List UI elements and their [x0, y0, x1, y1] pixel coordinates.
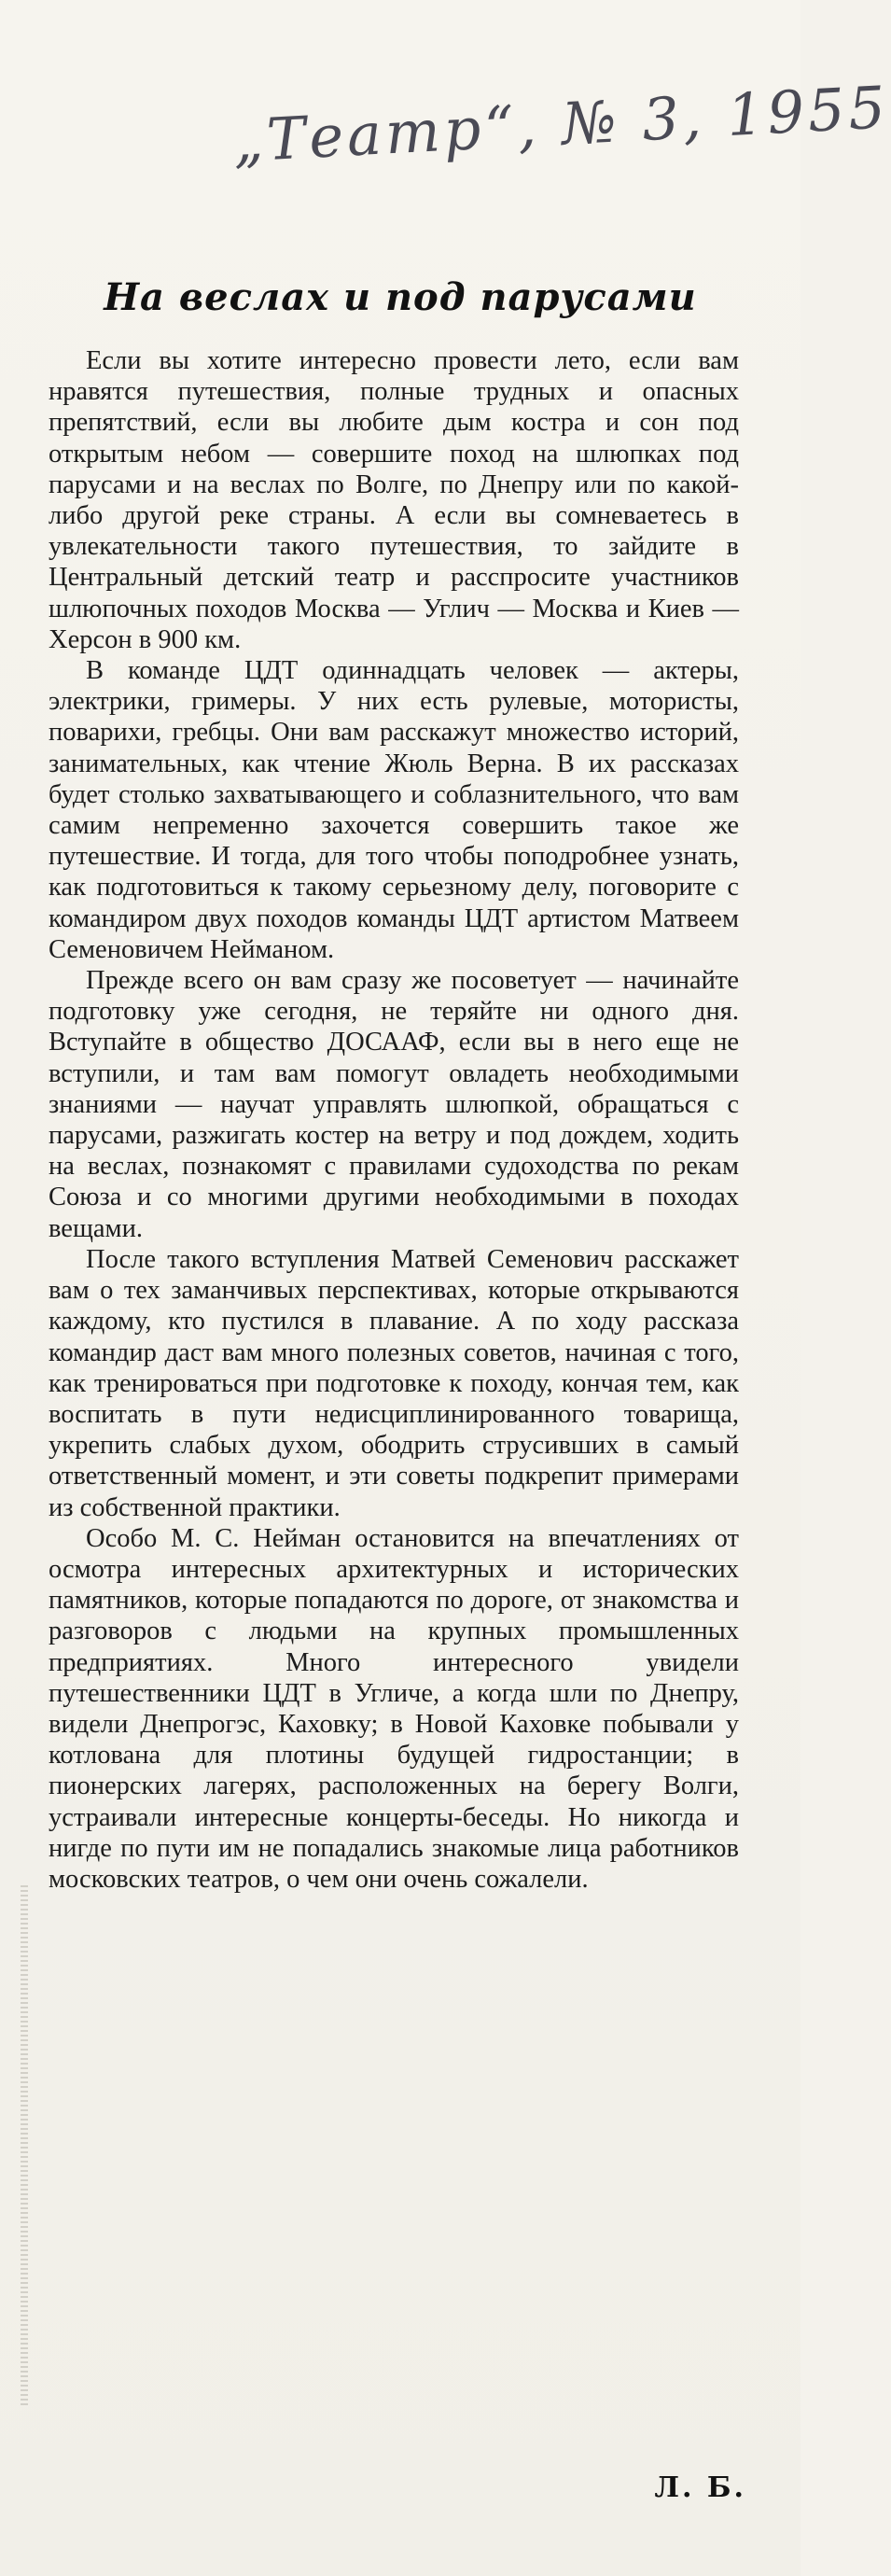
article-headline: На веслах и под парусами: [104, 275, 697, 319]
article-paragraph-1: Если вы хотите интересно провести лето, если вам нравятся путешествия, полные трудных и опасных препятствий, если вы любите дым костра и сон под открытым небом — совершите поход на шлюпках под парусами и на веслах по Волге, по Днепру или по какой-либо другой реке страны. А если вы сомневаетесь в увлекательности такого путешествия, то зайдите в Центральный детский театр и расспросите участников шлюпочных походов Москва — Углич — Москва и Киев — Херсон в 900 км.: [49, 346, 739, 654]
article-paragraph-2: В команде ЦДТ одиннадцать человек — актеры, электрики, гримеры. У них есть рулевые, мотористы, поварихи, гребцы. Они вам расскажут множество историй, занимательных, как чтение Жюль Верна. В их рассказах будет столько захватывающего и соблазнительного, что вам самим непременно захочется совершить такое же путешествие. И тогда, для того чтобы поподробнее узнать, как подготовиться к такому серьезному делу, поговорите с командиром двух походов команды ЦДТ артистом Матвеем Семеновичем Нейманом.: [49, 656, 739, 964]
article-body: [49, 345, 739, 1895]
handwritten-source-note: „Театр“, № 3, 1955: [231, 73, 891, 175]
author-signature: Л. Б.: [654, 2471, 746, 2504]
scan-edge-texture: [21, 1885, 28, 2408]
article-paragraph-4: После такого вступления Матвей Семенович расскажет вам о тех заманчивых перспективах, которые открываются каждому, кто пустился в плавание. А по ходу рассказа командир даст вам много полезных советов, начиная с того, как тренироваться при подготовке к походу, кончая тем, как воспитать в пути недисциплинированного товарища, укрепить слабых духом, ободрить струсивших в самый ответственный момент, и эти советы подкрепит примерами из собственной практики.: [49, 1244, 739, 1522]
article-paragraph-3: Прежде всего он вам сразу же посоветует — начинайте подготовку уже сегодня, не теряйте ни одного дня. Вступайте в общество ДОСААФ, если вы в него еще не вступили, и там вам помогут овладеть необходимыми знаниями — научат управлять шлюпкой, обращаться с парусами, разжигать костер на ветру и под дождем, ходить на веслах, познакомят с правилами судоходства по рекам Союза и со многими другими необходимыми в походах вещами.: [49, 966, 739, 1243]
article-paragraph-5: Особо М. С. Нейман остановится на впечатлениях от осмотра интересных архитектурных и исторических памятников, которые попадаются по дороге, от знакомства и разговоров с людьми на крупных промышленных предприятиях. Много интересного увидели путешественники ЦДТ в Угличе, а когда шли по Днепру, видели Днепрогэс, Каховку; в Новой Каховке побывали у котлована для плотины будущей гидростанции; в пионерских лагерях, расположенных на берегу Волги, устраивали интересные концерты-беседы. Но никогда и нигде по пути им не попадались знакомые лица работников московских театров, о чем они очень сожалели.: [49, 1523, 739, 1894]
